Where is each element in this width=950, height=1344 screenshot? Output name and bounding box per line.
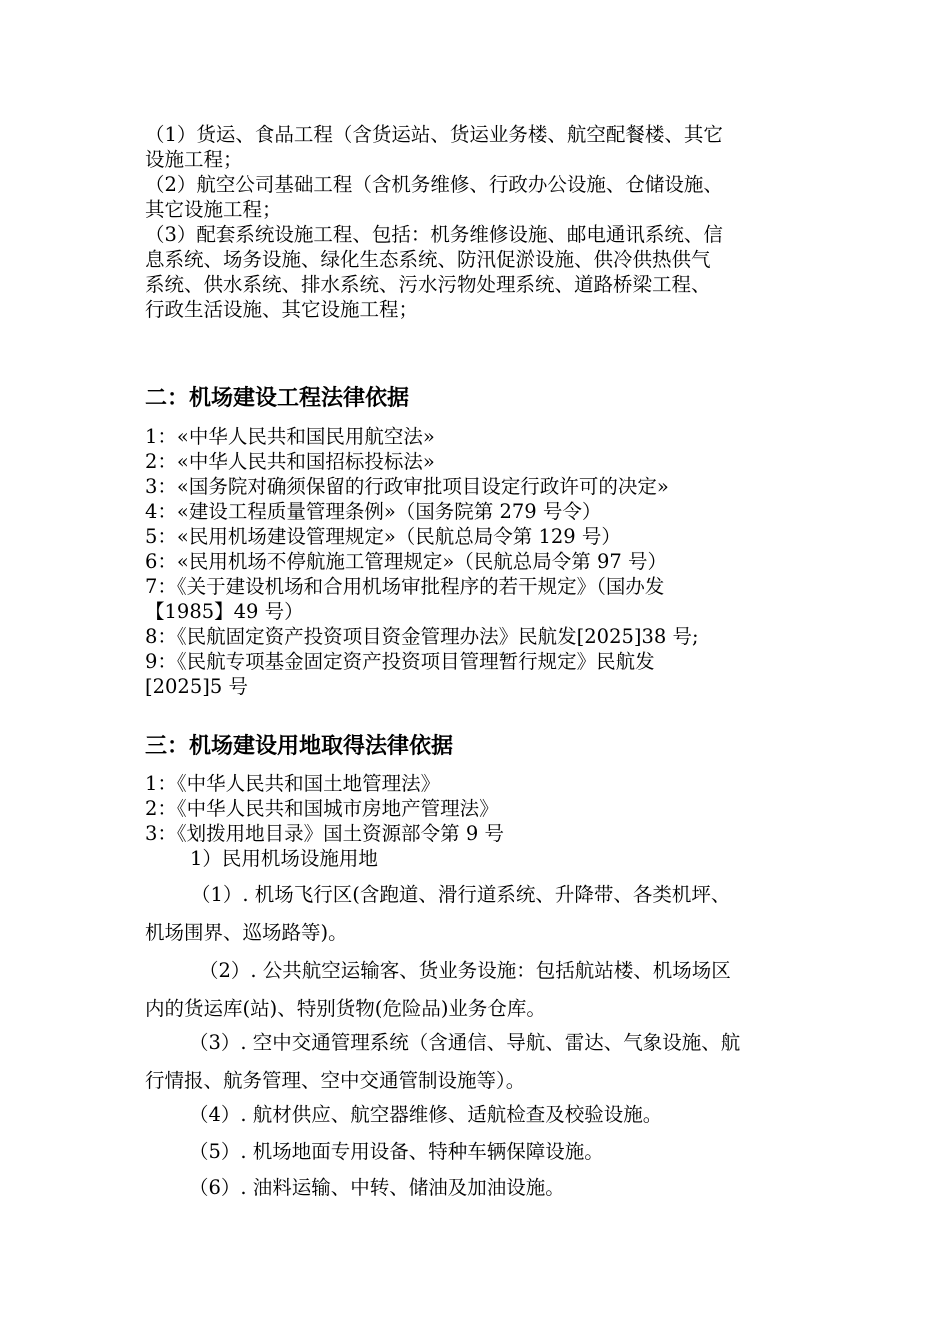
intro-line: 息系统、场务设施、绿化生态系统、防汛促淤设施、供冷供热供气: [145, 248, 711, 271]
paragraph-line: （6）. 油料运输、中转、储油及加油设施。: [189, 1176, 565, 1199]
intro-line: 行政生活设施、其它设施工程；: [145, 298, 419, 321]
list-item: 4：«建设工程质量管理条例»（国务院第 279 号令）: [145, 500, 602, 523]
list-item: 【1985】49 号）: [145, 600, 304, 623]
paragraph: [145, 876, 815, 952]
section3-list: [145, 771, 835, 846]
intro-line: （3）配套系统设施工程、包括：机务维修设施、邮电通讯系统、信: [145, 223, 723, 246]
paragraph: [145, 952, 815, 1028]
list-item: 2：«中华人民共和国招标投标法»: [145, 450, 435, 473]
paragraph-line: （2）. 公共航空运输客、货业务设施：包括航站楼、机场场区: [199, 959, 731, 982]
list-item: 2：《中华人民共和国城市房地产管理法》: [145, 797, 499, 820]
paragraph-line: 行情报、航务管理、空中交通管制设施等）。: [145, 1069, 526, 1092]
list-item: [2025]5 号: [145, 675, 248, 698]
paragraph-line: （5）. 机场地面专用设备、特种车辆保障设施。: [189, 1140, 604, 1163]
intro-line: 系统、供水系统、排水系统、污水污物处理系统、道路桥梁工程、: [145, 273, 711, 296]
list-item: 1：《中华人民共和国土地管理法》: [145, 772, 441, 795]
paragraph-line: （3）. 空中交通管理系统（含通信、导航、雷达、气象设施、航: [189, 1031, 741, 1054]
paragraph-line: （1）. 机场飞行区(含跑道、滑行道系统、升降带、各类机坪、: [191, 883, 731, 906]
paragraph: [145, 1096, 815, 1134]
section2-list: [145, 424, 835, 699]
section2-heading: 二：机场建设工程法律依据: [145, 385, 410, 411]
intro-line: （1）货运、食品工程（含货运站、货运业务楼、航空配餐楼、其它: [145, 123, 723, 146]
intro-line: （2）航空公司基础工程（含机务维修、行政办公设施、仓储设施、: [145, 173, 723, 196]
list-item: 3：«国务院对确须保留的行政审批项目设定行政许可的决定»: [145, 475, 669, 498]
paragraph: [145, 1169, 815, 1207]
list-item: 9：《民航专项基金固定资产投资项目管理暂行规定》民航发: [145, 650, 655, 673]
list-item: 8：《民航固定资产投资项目资金管理办法》民航发[2025]38 号;: [145, 625, 699, 648]
sub-heading: 1）民用机场设施用地: [190, 847, 378, 870]
paragraph-line: 内的货运库(站)、特别货物(危险品)业务仓库。: [145, 997, 546, 1020]
section3-heading: 三：机场建设用地取得法律依据: [145, 733, 454, 759]
intro-line: 设施工程；: [145, 148, 243, 171]
list-item: 7：《关于建设机场和合用机场审批程序的若干规定》（国办发: [145, 575, 665, 598]
list-item: 3：《划拨用地目录》国土资源部令第 9 号: [145, 822, 504, 845]
list-item: 1：«中华人民共和国民用航空法»: [145, 425, 435, 448]
list-item: 5：«民用机场建设管理规定»（民航总局令第 129 号）: [145, 525, 621, 548]
paragraph: [145, 1024, 815, 1100]
paragraph-line: （4）. 航材供应、航空器维修、适航检查及校验设施。: [189, 1103, 663, 1126]
paragraph: [145, 1133, 815, 1171]
paragraph-line: 机场围界、巡场路等)。: [145, 921, 348, 944]
intro-block: [145, 122, 825, 322]
intro-line: 其它设施工程；: [145, 198, 282, 221]
list-item: 6：«民用机场不停航施工管理规定»（民航总局令第 97 号）: [145, 550, 667, 573]
